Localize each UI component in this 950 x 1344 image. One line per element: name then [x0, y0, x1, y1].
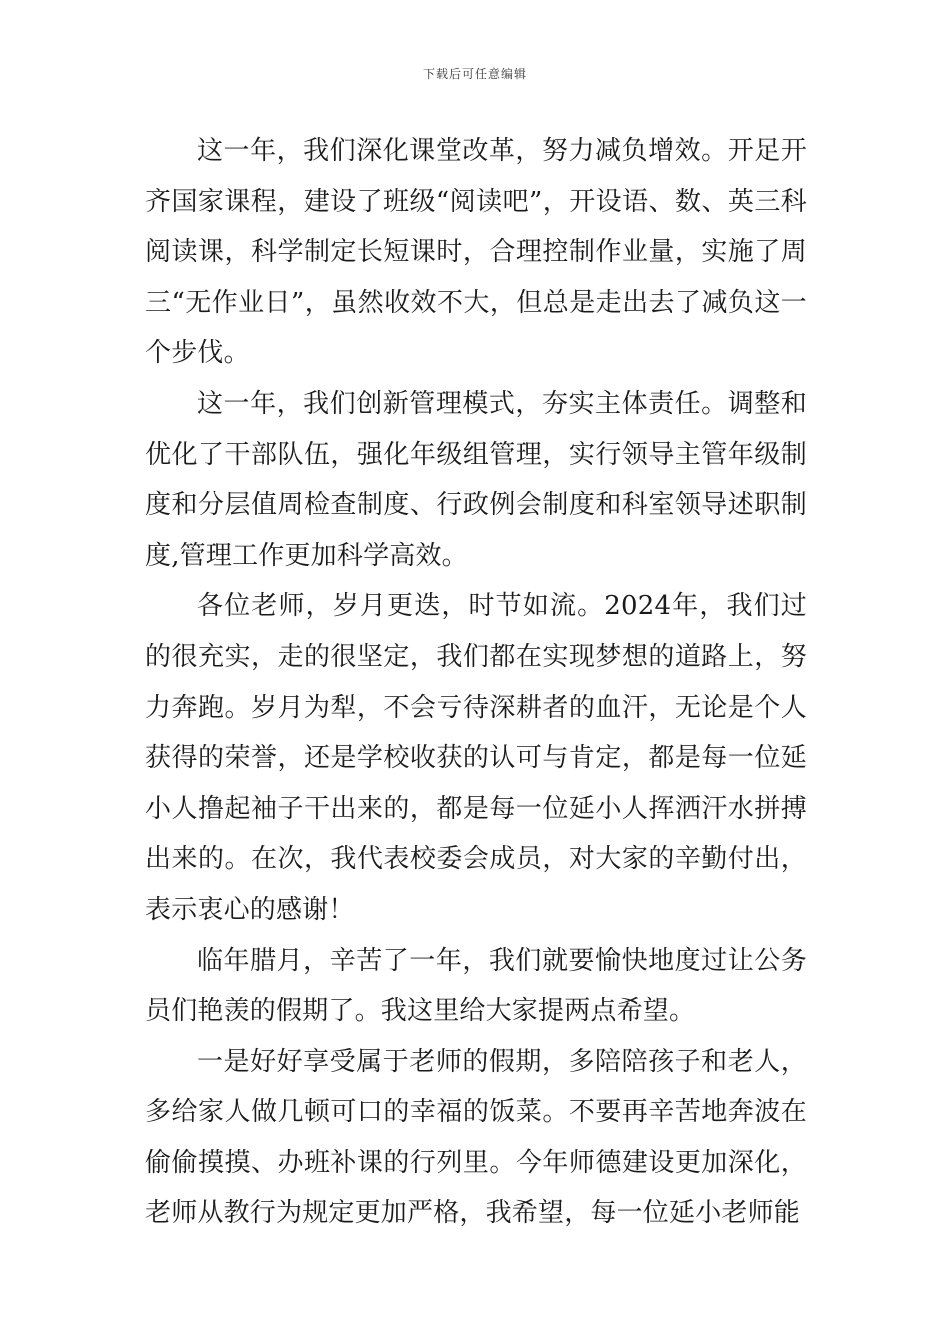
paragraph-classroom-reform: 这一年，我们深化课堂改革，努力减负增效。开足开齐国家课程，建设了班级“阅读吧”，开设语、数、英三科阅读课，科学制定长短课时，合理控制作业量，实施了周三“无作业日”，虽然收效不大，但总是走出去了减负这一个步伐。	[145, 136, 807, 369]
paragraph-hope-one: 一是好好享受属于老师的假期，多陪陪孩子和老人，多给家人做几顿可口的幸福的饭菜。不要再辛苦地奔波在偷偷摸摸、办班补课的行列里。今年师德建设更加深化，老师从教行为规定更加严格，我希望，每一位延小老师能	[145, 1046, 807, 1229]
paragraph-management-mode: 这一年，我们创新管理模式，夯实主体责任。调整和优化了干部队伍，强化年级组管理，实行领导主管年级制度和分层值周检查制度、行政例会制度和科室领导述职制度,管理工作更加科学高效。	[145, 388, 807, 571]
paragraph-thanks: 各位老师，岁月更迭，时节如流。2024年，我们过的很充实，走的很坚定，我们都在实现梦想的道路上，努力奔跑。岁月为犁，不会亏待深耕者的血汗，无论是个人获得的荣誉，还是学校收获的认可与肯定，都是每一位延小人撸起袖子干出来的，都是每一位延小人挥洒汗水拼搏出来的。在次，我代表校委会成员，对大家的辛勤付出，表示衷心的感谢！	[145, 591, 807, 925]
document-body	[145, 126, 807, 1239]
paragraph-holiday: 临年腊月，辛苦了一年，我们就要愉快地度过让公务员们艳羡的假期了。我这里给大家提两点希望。	[145, 945, 807, 1027]
page-header-note: 下载后可任意编辑	[422, 67, 527, 81]
